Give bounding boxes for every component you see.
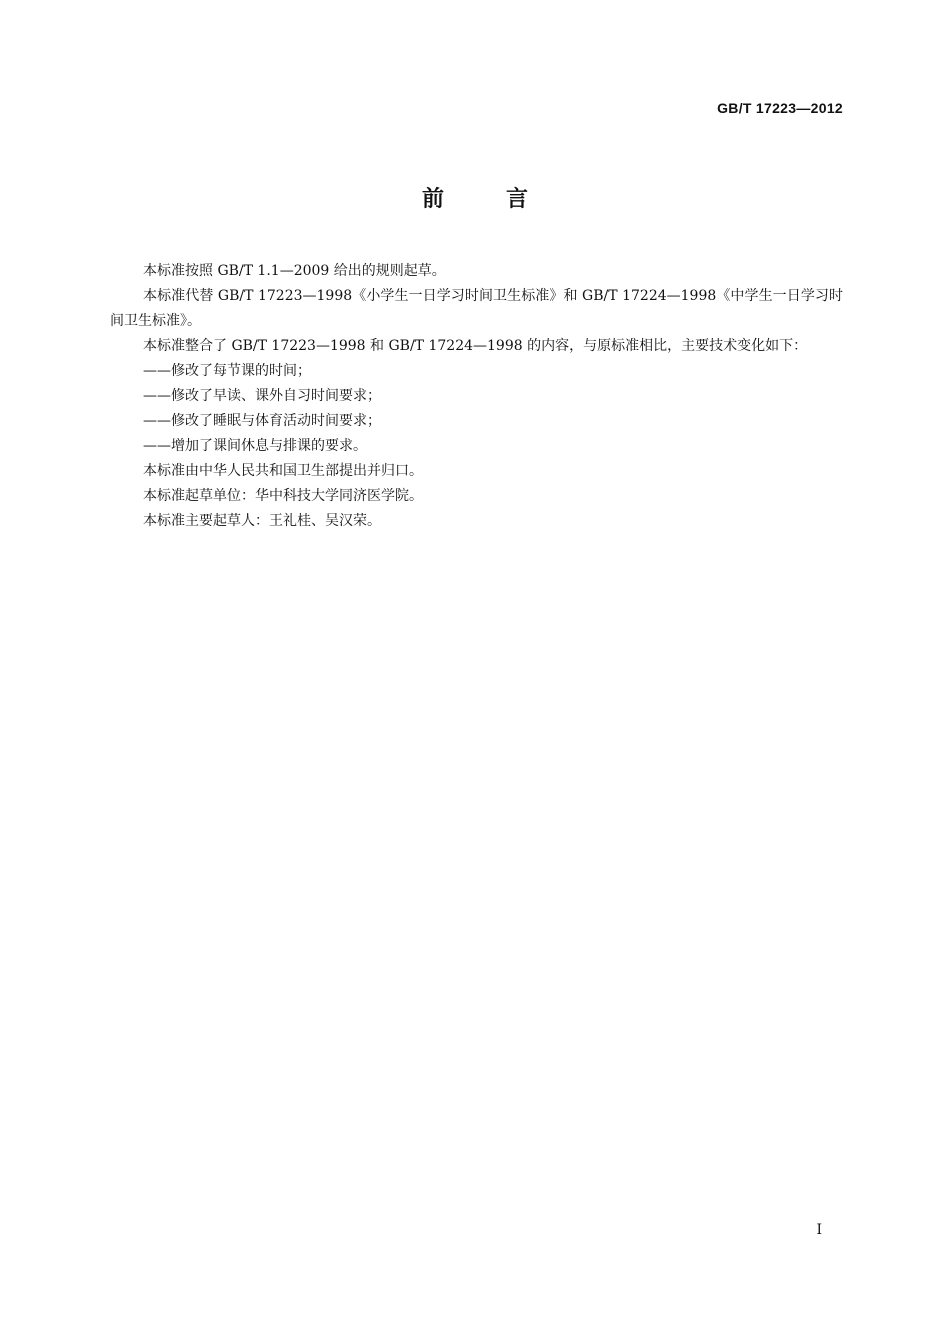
standard-code: GB/T 17223—2012	[717, 100, 843, 116]
list-item-change-3: ——修改了睡眠与体育活动时间要求；	[143, 413, 381, 429]
paragraph-drafting-unit: 本标准起草单位：华中科技大学同济医学院。	[143, 488, 423, 504]
list-item-change-2: ——修改了早读、课外自习时间要求；	[143, 388, 381, 404]
paragraph-proposed-by: 本标准由中华人民共和国卫生部提出并归口。	[143, 463, 423, 479]
page-title: 前言	[421, 187, 590, 212]
list-item-change-1: ——修改了每节课的时间；	[143, 363, 311, 379]
document-body	[110, 259, 843, 534]
paragraph-drafting-rules: 本标准按照 GB/T 1.1—2009 给出的规则起草。	[143, 263, 446, 279]
paragraph-changes-intro: 本标准整合了 GB/T 17223—1998 和 GB/T 17224—1998 的内容，与原标准相比，主要技术变化如下：	[143, 338, 808, 354]
paragraph-replaces: 本标准代替 GB/T 17223—1998《小学生一日学习时间卫生标准》和 GB/T 17224—1998《中学生一日学习时间卫生标准》。	[110, 288, 843, 329]
list-item-change-4: ——增加了课间休息与排课的要求。	[143, 438, 367, 454]
paragraph-drafters: 本标准主要起草人：王礼桂、吴汉荣。	[143, 513, 381, 529]
page-number: I	[816, 1222, 822, 1238]
